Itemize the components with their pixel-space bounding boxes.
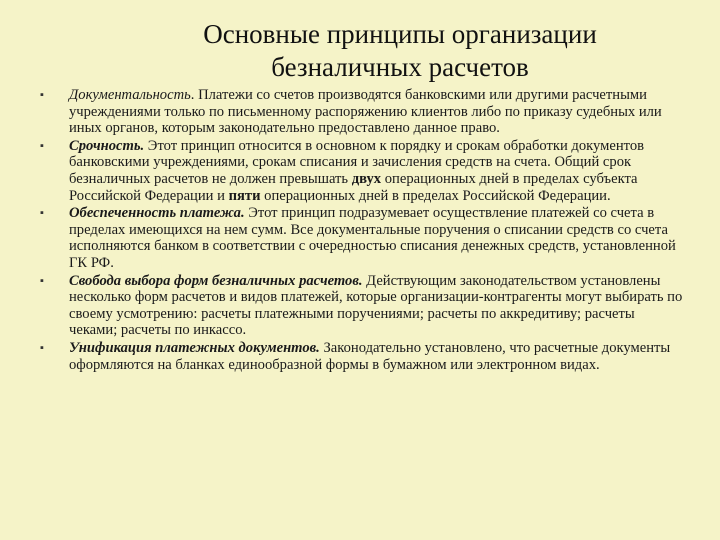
- page-title: [90, 18, 710, 84]
- principle-text: Этот принцип подразумевает осуществление платежей со счета в пределах имеющихся на нем сумм. Все документальные поручения о списании средств со счета исполняются банком в соответствии с очередностью списания денежных средств, установленной ГК РФ.: [69, 205, 676, 271]
- list-item: [40, 205, 685, 271]
- principle-term: Свобода выбора форм безналичных расчетов.: [69, 272, 363, 289]
- principle-text: операционных дней в пределах субъекта Российской Федерации и: [69, 170, 638, 204]
- list-item: [40, 87, 685, 137]
- bullet-icon: ▪: [40, 89, 44, 101]
- list-item: [40, 138, 685, 204]
- principle-term: Документальность: [69, 87, 191, 103]
- list-item: [40, 340, 685, 373]
- principle-text: Действующим законодательством установлены несколько форм расчетов и видов платежей, которые организации-контрагенты могут выбирать по своему усмотрению: расчеты платежными поручениями; расчеты по аккредитиву; расчеты чеками; расчеты по инкассо.: [69, 272, 683, 339]
- bullet-icon: ▪: [40, 341, 44, 354]
- principle-text: операционных дней в пределах Российской Федерации.: [260, 187, 611, 204]
- principle-text: Законодательно установлено, что расчетные документы оформляются на бланках единообразной формы в бумажном или электронном видах.: [69, 339, 671, 373]
- principle-term: Срочность.: [69, 137, 145, 154]
- principle-text: Этот принцип относится в основном к порядку и срокам обработки документов банковскими учреждениями, срокам списания и зачисления средств на счета. Общий срок безналичных расчетов не должен превышать: [69, 137, 645, 187]
- principle-text: . Платежи со счетов производятся банковскими или другими расчетными учреждениями только по письменному распоряжению клиентов либо по приказу судебных или иных органов, которым законодательно предоставлено данное право.: [69, 87, 662, 137]
- bullet-icon: ▪: [40, 207, 44, 220]
- bullet-icon: ▪: [40, 139, 44, 152]
- principle-term: Обеспеченность платежа.: [69, 205, 245, 222]
- title-line-1: Основные принципы организации: [203, 19, 597, 49]
- list-item: [40, 273, 685, 339]
- title-line-2: безналичных расчетов: [271, 52, 529, 82]
- principle-emphasis: двух: [351, 170, 382, 187]
- principles-list: [40, 87, 685, 374]
- bullet-icon: ▪: [40, 274, 44, 287]
- principle-term: Унификация платежных документов.: [69, 339, 320, 356]
- principle-emphasis: пяти: [228, 187, 261, 204]
